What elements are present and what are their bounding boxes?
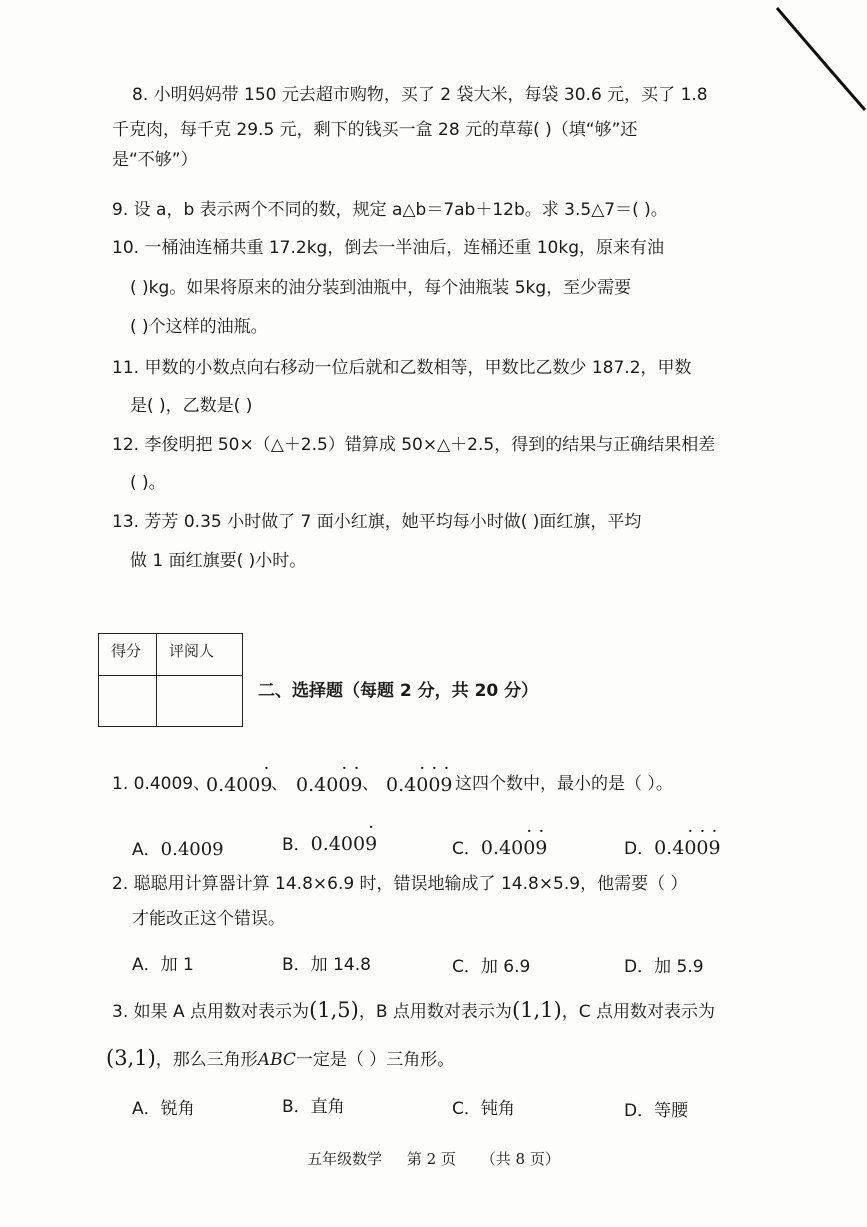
c1-suffix: 这四个数中，最小的是（ ）。 [455, 774, 673, 794]
score-label: 得分 [99, 634, 157, 676]
c1-option-a-label: A． [132, 840, 161, 860]
c3-line2 [106, 1046, 454, 1072]
c1-prefix: 1. 0.4009、 [112, 774, 211, 794]
q10-line1: 10. 一桶油连桶共重 17.2kg，倒去一半油后，连桶还重 10kg，原来有油 [112, 238, 665, 258]
footer-subject: 五年级数学 [307, 1150, 383, 1168]
c2-option-d[interactable]: D．加 5.9 [624, 957, 704, 977]
c1-option-c[interactable]: C．0.40· 0· 9 [452, 834, 547, 859]
c2-option-b[interactable]: B．加 14.8 [282, 955, 371, 975]
c3-text-c: ，C 点用数对表示为 [561, 1002, 716, 1022]
q8-line1: 8. 小明妈妈带 150 元去超市购物，买了 2 袋大米，每袋 30.6 元，买了 1.8 [132, 85, 708, 105]
c3-text-b: ，B 点用数对表示为 [358, 1002, 512, 1022]
reviewer-label: 评阅人 [157, 634, 243, 676]
q9-line1: 9. 设 a，b 表示两个不同的数，规定 a△b＝7ab＋12b。求 3.5△7＝( )。 [112, 200, 668, 220]
footer-page: 第 2 页 [406, 1150, 456, 1168]
c2-option-a[interactable]: A．加 1 [132, 955, 194, 975]
q8-line2: 千克肉，每千克 29.5 元，剩下的钱买一盒 28 元的草莓( )（填“够”还 [112, 120, 638, 140]
c3-text-a: 3. 如果 A 点用数对表示为 [112, 1002, 310, 1022]
q12-line2: ( )。 [130, 473, 166, 493]
c3-text-e: 一定是（ ）三角形。 [295, 1050, 455, 1070]
page-footer [0, 1148, 867, 1169]
c1-option-d-label: D． [624, 839, 655, 859]
c1-option-c-label: C． [452, 839, 481, 859]
score-box [98, 633, 243, 727]
score-cell[interactable] [99, 676, 157, 727]
c1-sep-2: 、 [362, 774, 379, 794]
c3-pair-c: (3,1) [106, 1046, 156, 1070]
c2-line1: 2. 聪聪用计算器计算 14.8×6.9 时，错误地输成了 14.8×5.9，他需要（ ） [112, 874, 688, 894]
c1-num-c: 0.40· 0· 9 [296, 774, 363, 796]
c1-num-d: 0.4· 0· 0· 9 [386, 774, 453, 796]
c2-line2: 才能改正这个错误。 [132, 909, 285, 929]
c1-sep-1: 、 [271, 774, 288, 794]
reviewer-cell[interactable] [157, 676, 243, 727]
q10-line3: ( )个这样的油瓶。 [130, 317, 268, 337]
c3-abc: ABC [257, 1050, 296, 1070]
pen-stroke-mark [757, 0, 867, 120]
c3-option-c[interactable]: C．钝角 [452, 1099, 515, 1119]
section-title: 二、选择题（每题 2 分，共 20 分） [258, 681, 539, 701]
c3-line1 [112, 998, 715, 1024]
c3-pair-a: (1,5) [309, 998, 359, 1022]
q12-line1: 12. 李俊明把 50×（△＋2.5）错算成 50×△＋2.5，得到的结果与正确结果相差 [112, 435, 716, 455]
c3-option-b[interactable]: B．直角 [282, 1097, 345, 1117]
c1-num-b: 0.400· 9 [206, 774, 273, 796]
c1-option-b-label: B． [282, 835, 311, 855]
q11-line1: 11. 甲数的小数点向右移动一位后就和乙数相等，甲数比乙数少 187.2，甲数 [112, 358, 692, 378]
q10-line2: ( )kg。如果将原来的油分装到油瓶中，每个油瓶装 5kg，至少需要 [130, 278, 632, 298]
c3-option-a[interactable]: A．锐角 [132, 1099, 195, 1119]
q8-line3: 是“不够”） [112, 150, 198, 170]
c1-option-d[interactable]: D．0.4· 0· 0· 9 [624, 834, 721, 859]
c1-option-a-value: 0.4009 [160, 839, 224, 860]
footer-total: （共 8 页） [480, 1150, 560, 1168]
q11-line2: 是( )，乙数是( ) [130, 396, 253, 416]
c3-option-d[interactable]: D．等腰 [624, 1101, 689, 1121]
c3-pair-b: (1,1) [511, 998, 562, 1022]
c3-text-d: ，那么三角形 [155, 1050, 258, 1070]
c1-option-a[interactable] [132, 835, 224, 860]
q13-line2: 做 1 面红旗要( )小时。 [130, 551, 307, 571]
q13-line1: 13. 芳芳 0.35 小时做了 7 面小红旗，她平均每小时做( )面红旗，平均 [112, 512, 642, 532]
c2-option-c[interactable]: C．加 6.9 [452, 957, 531, 977]
c1-option-b[interactable]: B．0.400· 9 [282, 830, 377, 855]
